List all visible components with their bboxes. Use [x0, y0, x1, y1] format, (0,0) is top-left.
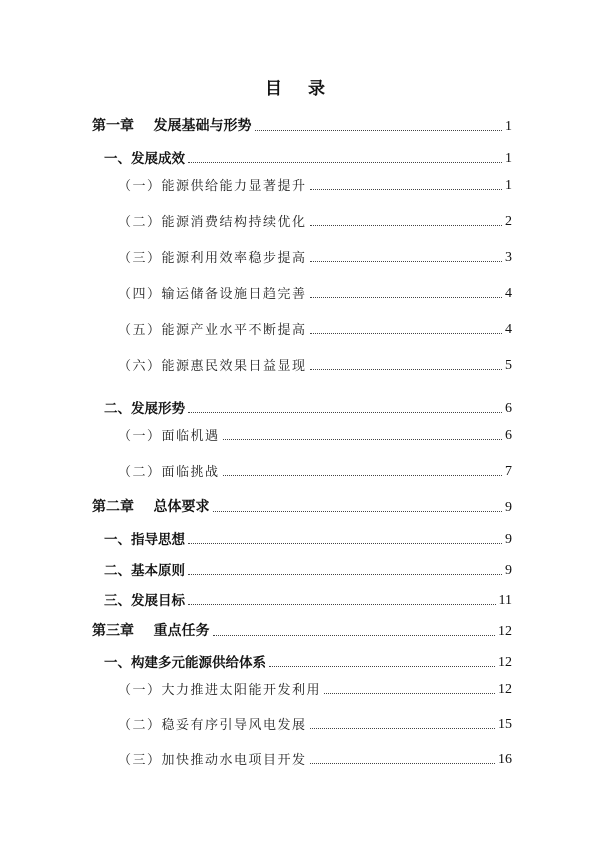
toc-section[interactable]	[104, 557, 512, 579]
toc-subsection[interactable]	[118, 711, 512, 733]
toc-page-number: 9	[505, 563, 512, 578]
toc-subsection[interactable]	[118, 316, 512, 338]
dot-leader	[188, 411, 502, 413]
dot-leader	[188, 603, 496, 605]
toc-page-number: 11	[498, 593, 512, 608]
toc-entry-label: （二）稳妥有序引导风电发展	[118, 718, 307, 733]
toc-page-number: 3	[505, 250, 512, 265]
toc-page-number: 1	[505, 178, 512, 193]
toc-section[interactable]	[104, 145, 512, 167]
dot-leader	[310, 332, 502, 334]
toc-section[interactable]	[104, 649, 512, 671]
toc-entry-label: （五）能源产业水平不断提高	[118, 323, 307, 338]
toc-entry-label: 第二章 总体要求	[92, 499, 210, 515]
toc-subsection[interactable]	[118, 172, 512, 194]
toc-page-number: 9	[505, 532, 512, 547]
toc-page-number: 9	[505, 500, 512, 515]
toc-chapter-2[interactable]	[92, 494, 512, 516]
dot-leader	[310, 188, 502, 190]
toc-page-number: 2	[505, 214, 512, 229]
toc-entry-label: （二）面临挑战	[118, 465, 220, 480]
toc-entry-label: 一、构建多元能源供给体系	[104, 655, 266, 671]
dot-leader	[310, 762, 495, 764]
toc-subsection[interactable]	[118, 422, 512, 444]
toc-subsection[interactable]	[118, 352, 512, 374]
toc-title: 目 录	[265, 79, 335, 99]
toc-entry-label: （四）输运储备设施日趋完善	[118, 287, 307, 302]
toc-entry-label: （三）能源利用效率稳步提高	[118, 251, 307, 266]
toc-page-number: 1	[505, 151, 512, 166]
dot-leader	[269, 665, 495, 667]
toc-section[interactable]	[104, 587, 512, 609]
toc-page-number: 16	[498, 752, 512, 767]
toc-page-number: 4	[505, 286, 512, 301]
toc-entry-label: （一）大力推进太阳能开发利用	[118, 683, 322, 698]
dot-leader	[310, 296, 502, 298]
dot-leader	[188, 542, 502, 544]
toc-page-number: 15	[498, 717, 512, 732]
toc-entry-label: 一、指导思想	[104, 532, 185, 548]
toc-subsection[interactable]	[118, 280, 512, 302]
dot-leader	[213, 510, 503, 512]
dot-leader	[310, 727, 495, 729]
toc-page-number: 5	[505, 358, 512, 373]
toc-entry-label: （三）加快推动水电项目开发	[118, 753, 307, 768]
toc-page-number: 1	[505, 119, 512, 134]
dot-leader	[188, 573, 502, 575]
toc-page-number: 7	[505, 464, 512, 479]
toc-entry-label: （一）面临机遇	[118, 429, 220, 444]
toc-entry-label: 一、发展成效	[104, 151, 185, 167]
dot-leader	[324, 692, 495, 694]
toc-page-number: 12	[498, 655, 512, 670]
toc-entry-label: （二）能源消费结构持续优化	[118, 215, 307, 230]
toc-entry-label: 第三章 重点任务	[92, 623, 210, 639]
toc-subsection[interactable]	[118, 458, 512, 480]
toc-entry-label: 第一章 发展基础与形势	[92, 118, 252, 134]
toc-entry-label: （六）能源惠民效果日益显现	[118, 359, 307, 374]
dot-leader	[213, 634, 496, 636]
toc-subsection[interactable]	[118, 746, 512, 768]
dot-leader	[188, 161, 502, 163]
dot-leader	[310, 368, 502, 370]
toc-subsection[interactable]	[118, 244, 512, 266]
toc-section[interactable]	[104, 526, 512, 548]
toc-page-number: 6	[505, 428, 512, 443]
dot-leader	[310, 260, 502, 262]
dot-leader	[223, 438, 502, 440]
dot-leader	[223, 474, 502, 476]
dot-leader	[310, 224, 502, 226]
toc-subsection[interactable]	[118, 208, 512, 230]
toc-section[interactable]	[104, 395, 512, 417]
toc-subsection[interactable]	[118, 676, 512, 698]
toc-entry-label: 二、基本原则	[104, 563, 185, 579]
toc-entry-label: 三、发展目标	[104, 593, 185, 609]
toc-page-number: 12	[498, 624, 512, 639]
toc-entry-label: （一）能源供给能力显著提升	[118, 179, 307, 194]
toc-page-number: 6	[505, 401, 512, 416]
toc-page-number: 4	[505, 322, 512, 337]
toc-page-number: 12	[498, 682, 512, 697]
toc-chapter-3[interactable]	[92, 618, 512, 640]
toc-chapter-1[interactable]	[92, 113, 512, 135]
toc-entry-label: 二、发展形势	[104, 401, 185, 417]
dot-leader	[255, 129, 503, 131]
